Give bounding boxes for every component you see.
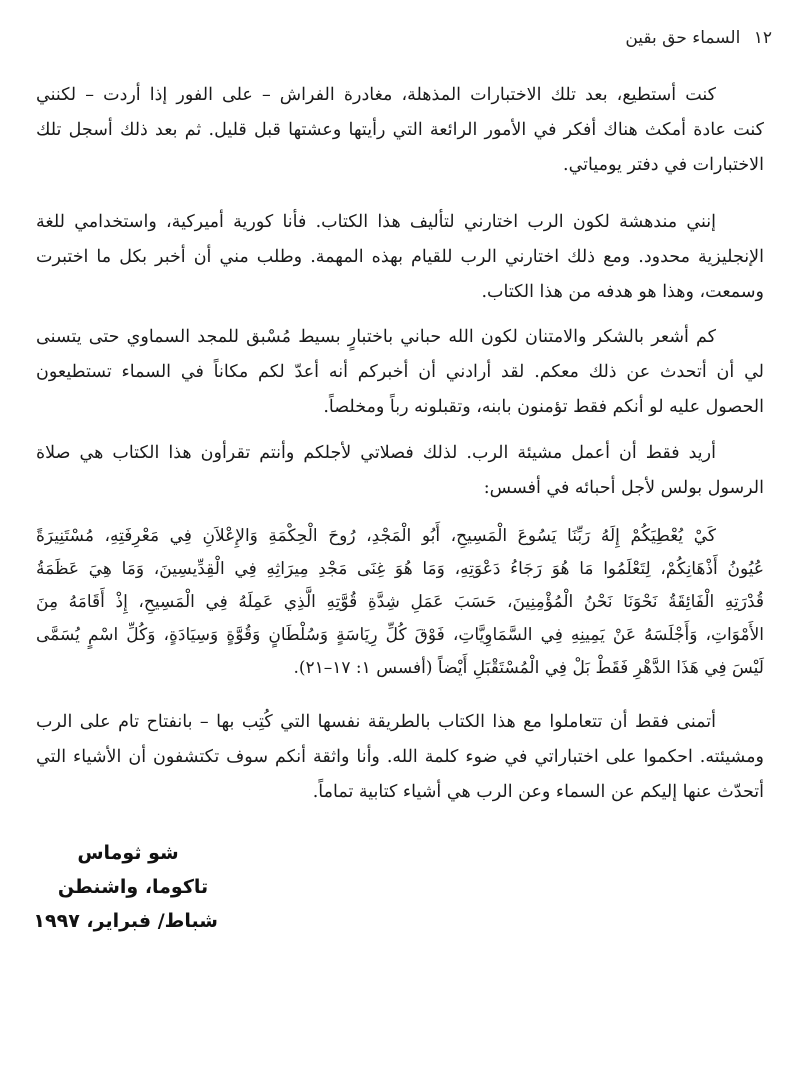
text-line: ومشيئته. احكموا على اختباراتي في ضوء كلمة الله. وأنا واثقة أنكم سوف تكتشفون أن الأشياء التي bbox=[36, 747, 764, 767]
author-location: تاكوما، واشنطن bbox=[57, 876, 209, 898]
author-name: شو ثوماس bbox=[77, 842, 179, 864]
paragraph-4 bbox=[36, 436, 764, 506]
scripture-quote bbox=[36, 520, 764, 685]
quote-line: الأَمْوَاتِ، وَأَجْلَسَهُ عَنْ يَمِينِهِ فِي السَّمَاوِيَّاتِ، فَوْقَ كُلِّ رِيَاسَةٍ وَسُلْطَانٍ وَقُوَّةٍ وَسِيَادَةٍ، وَكُلِّ اسْمٍ يُسَمَّى bbox=[36, 625, 764, 645]
text-line: الحصول عليه لو أنكم فقط تؤمنون بابنه، وتقبلونه رباً ومخلصاً. bbox=[323, 397, 764, 417]
paragraph-1 bbox=[36, 78, 764, 183]
text-line: كم أشعر بالشكر والامتنان لكون الله حباني باختبارٍ بسيط مُسْبق للمجد السماوي حتى يتسنى bbox=[36, 327, 716, 347]
signature-date: شباط/ فبراير، ١٩٩٧ bbox=[33, 910, 218, 932]
page-number: ١٢ bbox=[753, 28, 772, 48]
quote-line: كَيْ يُعْطِيَكُمْ إِلَهُ رَبِّنَا يَسُوعَ الْمَسِيحِ، أَبُو الْمَجْدِ، رُوحَ الْحِكْمَةِ وَالإِعْلاَنِ فِي مَعْرِفَتِهِ، مُسْتَنِيرَةً bbox=[36, 526, 716, 546]
quote-line: قُدْرَتِهِ الْفَائِقَةُ نَحْوَنَا نَحْنُ الْمُؤْمِنِينَ، حَسَبَ عَمَلِ شِدَّةِ قُوَّتِهِ الَّذِي عَمِلَهُ فِي الْمَسِيحِ، إِذْ أَقَامَهُ مِنَ bbox=[36, 592, 764, 612]
text-line: وسمعت، وهذا هو هدفه من هذا الكتاب. bbox=[481, 282, 764, 302]
paragraph-3 bbox=[36, 320, 764, 425]
text-line: الإنجليزية محدود. ومع ذلك اختارني الرب للقيام بهذه المهمة. وطلب مني أن أخبر بكل ما اختبرت bbox=[36, 247, 764, 267]
text-line: كنت عادة أمكث هناك أفكر في الأمور الرائعة التي رأيتها وعشتها قبل قليل. ثم بعد ذلك أسجل تلك bbox=[36, 120, 764, 140]
text-line: إنني مندهشة لكون الرب اختارني لتأليف هذا الكتاب. فأنا كورية أميركية، واستخدامي للغة bbox=[36, 212, 716, 232]
running-header bbox=[625, 28, 772, 48]
running-title: السماء حق بقين bbox=[625, 28, 741, 48]
text-line: الاختبارات في دفتر يومياتي. bbox=[563, 155, 764, 175]
paragraph-2 bbox=[36, 205, 764, 310]
text-line: كنت أستطيع، بعد تلك الاختبارات المذهلة، مغادرة الفراش – على الفور إذا أردت – لكنني bbox=[36, 85, 716, 105]
text-line: أتمنى فقط أن تتعاملوا مع هذا الكتاب بالطريقة نفسها التي كُتِب بها – بانفتاح تام على الرب bbox=[36, 712, 716, 732]
text-line: الرسول بولس لأجل أحبائه في أفسس: bbox=[483, 478, 764, 498]
quote-line: لَيْسَ فِي هَذَا الدَّهْرِ فَقَطْ بَلْ فِي الْمُسْتَقْبَلِ أَيْضاً (أفسس ١: ١٧–٢١). bbox=[293, 658, 764, 678]
text-line: أتحدّث عنها إليكم عن السماء وعن الرب هي أشياء كتابية تماماً. bbox=[312, 782, 764, 802]
text-line: أريد فقط أن أعمل مشيئة الرب. لذلك فصلاتي لأجلكم وأنتم تقرأون هذا الكتاب هي صلاة bbox=[36, 443, 716, 463]
text-line: لي أن أتحدث عن ذلك معكم. لقد أرادني أن أخبركم أنه أعدّ لكم مكاناً في السماء تستطيعون bbox=[36, 362, 764, 382]
quote-line: عُيُونُ أَذْهَانِكُمْ، لِتَعْلَمُوا مَا هُوَ رَجَاءُ دَعْوَتِهِ، وَمَا هُوَ غِنَى مَجْدِ مِيرَاثِهِ فِي الْقِدِّيسِينَ، وَمَا هِيَ عَظَمَةُ bbox=[36, 559, 764, 579]
paragraph-6 bbox=[36, 705, 764, 810]
signature-block bbox=[33, 836, 218, 938]
